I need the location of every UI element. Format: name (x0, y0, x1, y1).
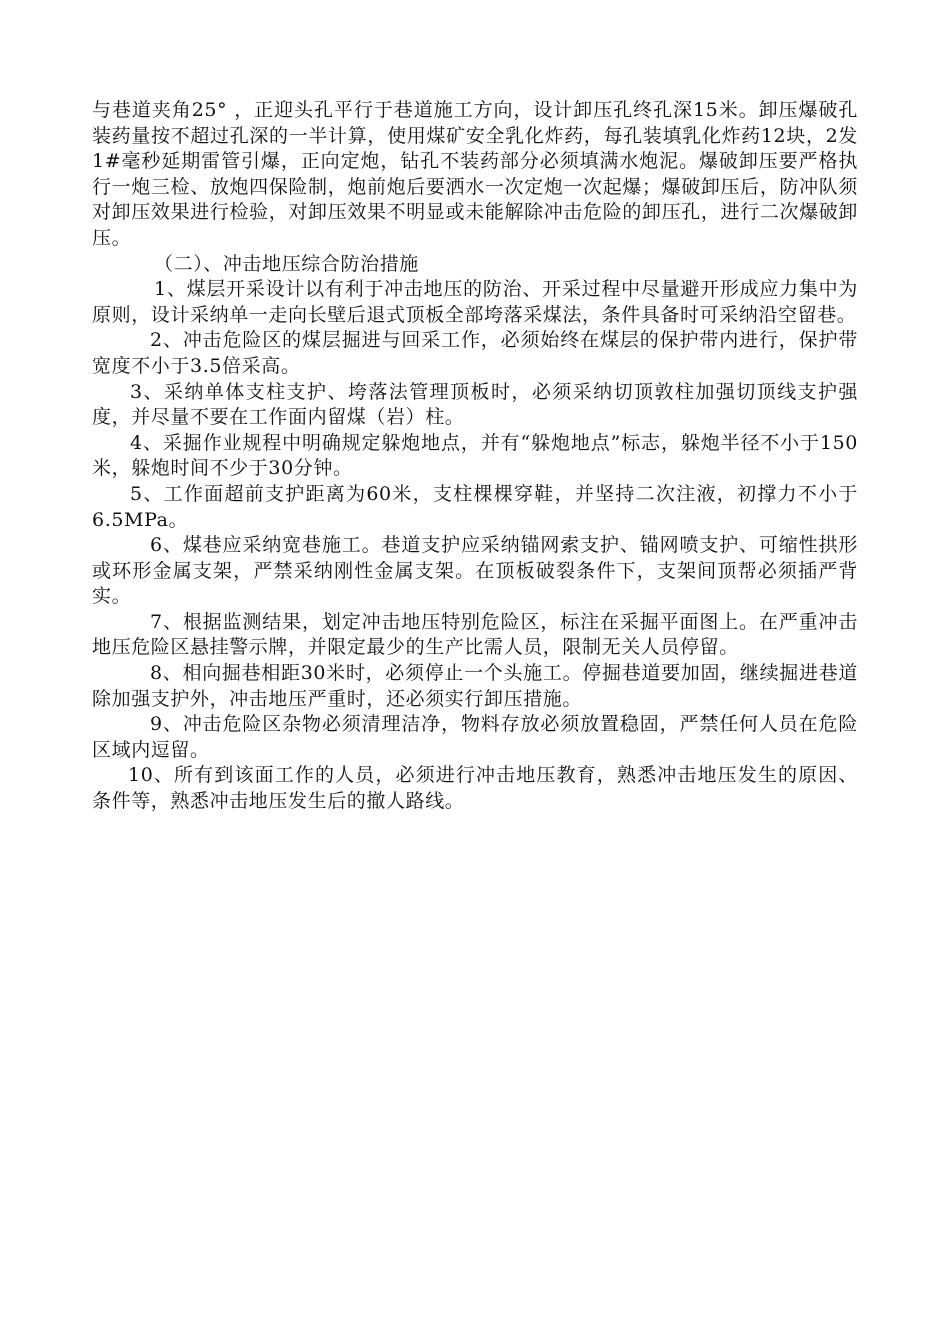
document-body (92, 98, 858, 815)
paragraph-pressure-relief-blasting: 与巷道夹角25° ，正迎头孔平行于巷道施工方向，设计卸压孔终孔深15米。卸压爆破孔装药量按不超过孔深的一半计算，使用煤矿安全乳化炸药，每孔装填乳化炸药12块，2发1#毫秒延期雷管引爆，正向定炮，钻孔不装药部分必须填满水炮泥。爆破卸压要严格执行一炮三检、放炮四保险制，炮前炮后要洒水一次定炮一次起爆；爆破卸压后，防冲队须对卸压效果进行检验，对卸压效果不明显或未能解除冲击危险的卸压孔，进行二次爆破卸压。 (92, 99, 858, 249)
paragraph-item-5: 5、工作面超前支护距离为60米，支柱棵棵穿鞋，并坚持二次注液，初撑力不小于6.5MPa。 (92, 482, 858, 531)
paragraph-item-6: 6、煤巷应采纳宽巷施工。巷道支护应采纳锚网索支护、锚网喷支护、可缩性拱形或环形金属支架，严禁采纳刚性金属支架。在顶板破裂条件下，支架间顶帮必须插严背实。 (92, 534, 858, 608)
paragraph-item-7: 7、根据监测结果，划定冲击地压特别危险区，标注在采掘平面图上。在严重冲击地压危险区悬挂警示牌，并限定最少的生产比需人员，限制无关人员停留。 (92, 610, 858, 659)
paragraph-item-1: 1、煤层开采设计以有利于冲击地压的防治、开采过程中尽量避开形成应力集中为原则，设计采纳单一走向长壁后退式顶板全部垮落采煤法，条件具备时可采纳沿空留巷。 (92, 278, 858, 326)
paragraph-item-3: 3、采纳单体支柱支护、垮落法管理顶板时，必须采纳切顶敦柱加强切顶线支护强度，并尽量不要在工作面内留煤（岩）柱。 (92, 380, 858, 429)
paragraph-item-10: 10、所有到该面工作的人员，必须进行冲击地压教育，熟悉冲击地压发生的原因、条件等，熟悉冲击地压发生后的撤人路线。 (92, 764, 858, 813)
paragraph-item-9: 9、冲击危险区杂物必须清理洁净，物料存放必须放置稳固，严禁任何人员在危险区域内逗留。 (92, 713, 858, 761)
section-heading-rockburst-measures: （二）、冲击地压综合防治措施 (154, 252, 419, 275)
paragraph-item-2: 2、冲击危险区的煤层掘进与回采工作，必须始终在煤层的保护带内进行，保护带宽度不小于3.5倍采高。 (92, 329, 858, 377)
paragraph-item-8: 8、相向掘巷相距30米时，必须停止一个头施工。停掘巷道要加固，继续掘进巷道除加强支护外，冲击地压严重时，还必须实行卸压措施。 (92, 662, 858, 710)
paragraph-item-4: 4、采掘作业规程中明确规定躲炮地点，并有“躲炮地点”标志，躲炮半径不小于150米，躲炮时间不少于30分钟。 (92, 431, 858, 480)
